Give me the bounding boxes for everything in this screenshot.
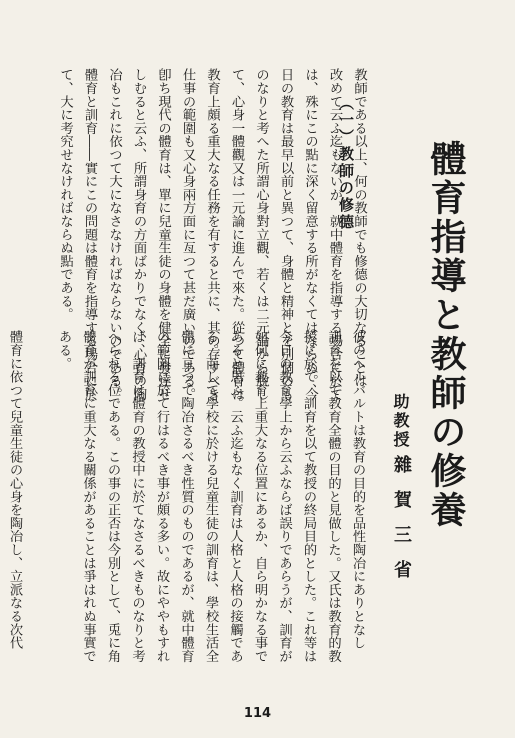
text-line: 如何に教育上重大なる位置にあるか、自ら明かなる事で: [252, 330, 267, 663]
text-line: 今日の教育學上から云ふならば誤りであらうが、訓育が: [276, 330, 292, 663]
text-line: て、心身一體觀又は一元論に進んで來た。從つて體育は: [229, 68, 244, 401]
text-line: 冶もこれに依つて大になさなければならないのである。: [106, 68, 122, 401]
text-line: しむると云ふ、所謂身育の方面ばかりでなく、心育の陶: [131, 68, 146, 401]
text-line: あると思ふ。云ふ迄もなく訓育は人格と人格の接觸であ: [227, 330, 243, 663]
page-number: 114: [243, 706, 272, 721]
text-line: る。而して學校に於ける兒童生徒の訓育は、學校生活全: [203, 330, 218, 663]
text-line: 體育と訓育――實にこの問題は體育を指導する場合に於: [82, 68, 97, 401]
text-line: 授に於て、訓育を以て教授の終局目的とした。これ等は: [301, 330, 316, 663]
text-line: 訓育を以て教育全體の目的と見做した。又氏は教育的教: [325, 330, 341, 663]
text-line: 教師である以上、何の教師でも修德の大切なることは: [351, 68, 367, 388]
text-line: 日の教育は最早以前と異つて、身體と精神とを別個のも: [278, 68, 293, 401]
text-line: 彼のヘルバルトは教育の目的を品性陶冶にありとなし: [350, 330, 365, 650]
text-line: へられる位である。この事の正否は今別として、兎に角: [105, 330, 120, 663]
section-heading: （一）教師の修德: [337, 95, 355, 231]
text-line: の範圍に於て行はるべき事が頗る多い。故にややもすれ: [154, 330, 169, 663]
section-paragraph: [52, 68, 371, 401]
author-role: 助教授: [391, 393, 410, 450]
text-line: ある。: [56, 330, 71, 370]
text-line: のなりと考へた所謂心身對立觀、若くは二元論から脫し: [253, 68, 269, 401]
text-line: 教育上頗る重大なる任務を有すると共に、其の存すべき: [204, 68, 220, 401]
text-line: ば、訓育は體育の教授中に於てなさるべきものなりと考: [129, 330, 145, 663]
article-title: 體育指導と教師の修養: [425, 140, 467, 530]
text-line: 仕事の範圍も又心身兩方面に亙つて甚だ廣いのである。: [180, 68, 195, 401]
text-line: は、殊にこの點に深く留意する所がなくてはならぬ。今: [302, 68, 318, 401]
author-name: 雜賀三省: [391, 455, 412, 595]
text-line: 體育に依つて兒童生徒の心身を陶冶し、立派なる次代: [7, 330, 22, 650]
text-line: 體育が訓育に重大なる關係があることは爭はれぬ事實で: [80, 330, 96, 663]
text-line: 卽ち現代の體育は、單に兒童生徒の身體を健全に發達せ: [155, 68, 171, 401]
text-line: 改めて云ふ迄もないが、就中體育を指導する場合に於て: [327, 68, 342, 401]
text-line: て、大に考究せなければならぬ點である。: [57, 68, 73, 321]
text-line: 體に亘つて陶冶さるべき性質のものであるが、就中體育: [178, 330, 194, 663]
